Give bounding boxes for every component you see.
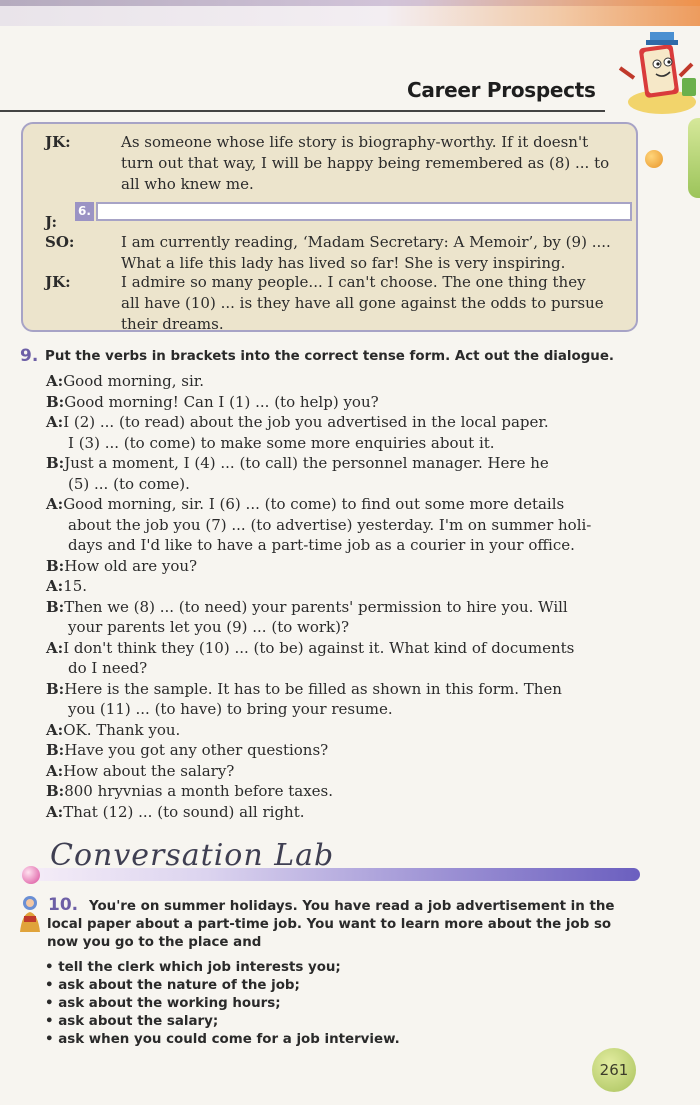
bullet-item [45, 977, 300, 995]
dialogue-text [121, 132, 631, 195]
dialogue-line [68, 515, 591, 535]
answer-input-field[interactable] [96, 202, 632, 221]
speaker-label: B: [46, 782, 65, 800]
bullet-dot-icon: • [45, 960, 59, 975]
speaker-label: A: [46, 577, 64, 595]
text-line: I admire so many people... I can't choose. The one thing they [121, 273, 586, 291]
line-text: Good morning! Can I (1) ... (to help) you? [64, 392, 379, 411]
line-text: Just a moment, I (4) ... (to call) the personnel manager. Here he [64, 454, 549, 472]
section-title: Conversation Lab [50, 838, 335, 873]
exercise-instruction: Put the verbs in brackets into the correct tense form. Act out the dialogue. [45, 349, 615, 364]
line-text: days and I'd like to have a part-time job as a courier in your office. [68, 536, 575, 554]
dialogue-line [68, 535, 575, 555]
text-line: all who knew me. [121, 175, 254, 193]
line-text: That (12) ... (to sound) all right. [63, 802, 305, 821]
speaker-label: B: [46, 741, 65, 759]
banner-ball-icon [22, 866, 40, 884]
line-text: Have you got any other questions? [64, 741, 329, 759]
page-title: Career Prospects [407, 78, 596, 102]
line-text: (5) ... (to come). [68, 474, 190, 493]
top-decorative-band [0, 0, 700, 26]
line-text: about the job you (7) ... (to advertise) yesterday. I'm on summer holi- [68, 515, 592, 534]
bullet-item [45, 1031, 400, 1049]
dialogue-line [46, 556, 197, 576]
dialogue-line [46, 371, 204, 391]
text-line: I am currently reading, ‘Madam Secretary: A Memoir’, by (9) .... [121, 233, 611, 251]
speaker-label: B: [46, 679, 65, 698]
line-text: Then we (8) ... (to need) your parents' permission to hire you. Will [64, 597, 568, 616]
speaker-label: A: [46, 720, 64, 739]
header-divider [0, 110, 605, 112]
line-text: you (11) ... (to have) to bring your resume. [68, 700, 393, 718]
answer-number-badge: 6. [75, 202, 94, 221]
bullet-dot-icon: • [45, 996, 59, 1011]
line-text: OK. Thank you. [63, 720, 181, 739]
dialogue-line [46, 638, 574, 658]
page-number: 261 [592, 1048, 636, 1092]
dialogue-line [46, 494, 564, 514]
bullet-dot-icon: • [45, 1014, 59, 1029]
speaker-label: B: [46, 392, 65, 411]
dialogue-line [68, 699, 393, 719]
dialogue-text [121, 232, 631, 274]
exercise-instruction-line: local paper about a part-time job. You want to learn more about the job so [47, 917, 612, 932]
dialogue-line [46, 576, 87, 596]
dialogue-line [68, 474, 190, 494]
bullet-dot-icon: • [45, 978, 59, 993]
exercise-number: 10. [48, 895, 79, 915]
dialogue-line [46, 720, 180, 740]
top-stripe [0, 0, 700, 6]
speaker-figure-icon [16, 894, 44, 934]
line-text: Good morning, sir. I (6) ... (to come) to find out some more details [63, 495, 565, 513]
edge-tab [688, 118, 700, 198]
bullet-text: ask about the nature of the job; [58, 978, 300, 993]
text-line: all have (10) ... is they have all gone against the odds to pursue [121, 294, 604, 312]
dialogue-line [68, 617, 349, 637]
speaker-label: JK: [45, 273, 71, 291]
dialogue-line [46, 392, 379, 412]
line-text: 800 hryvnias a month before taxes. [64, 782, 333, 800]
exercise-instruction-line: now you go to the place and [47, 935, 262, 950]
speaker-label: A: [46, 372, 64, 390]
speaker-label: A: [46, 761, 64, 780]
dialogue-box [21, 122, 638, 332]
speaker-label: B: [46, 556, 65, 575]
bullet-dot-icon: • [45, 1032, 59, 1047]
dialogue-line [46, 802, 305, 822]
line-text: Here is the sample. It has to be filled as shown in this form. Then [64, 679, 562, 698]
book-mascot-icon [612, 18, 700, 118]
line-text: How about the salary? [63, 761, 235, 780]
speaker-label: JK: [45, 133, 71, 151]
speaker-label: J: [45, 213, 58, 231]
bullet-text: ask when you could come for a job interview. [58, 1032, 400, 1047]
line-text: I don't think they (10) ... (to be) against it. What kind of documents [63, 638, 575, 657]
dialogue-line [46, 679, 562, 699]
line-text: do I need? [68, 659, 148, 677]
dialogue-line [68, 658, 147, 678]
speaker-label: A: [46, 495, 64, 513]
dialogue-line [46, 453, 549, 473]
dialogue-line [68, 433, 495, 453]
speaker-label: SO: [45, 233, 75, 251]
text-line: As someone whose life story is biography-worthy. If it doesn't [121, 133, 589, 151]
text-line: their dreams. [121, 315, 224, 333]
dialogue-line [46, 740, 328, 760]
dialogue-text [121, 272, 631, 335]
line-text: I (3) ... (to come) to make some more enquiries about it. [68, 433, 495, 452]
line-text: Good morning, sir. [63, 372, 205, 390]
speaker-label: B: [46, 597, 65, 616]
dialogue-line [46, 761, 234, 781]
text-line: turn out that way, I will be happy being remembered as (8) ... to [121, 154, 610, 172]
line-text: 15. [63, 577, 88, 595]
dialogue-line [46, 412, 549, 432]
line-text: your parents let you (9) ... (to work)? [68, 618, 350, 636]
text-line: What a life this lady has lived so far! She is very inspiring. [121, 254, 566, 272]
line-text: I (2) ... (to read) about the job you advertised in the local paper. [63, 413, 549, 431]
dialogue-line [46, 781, 333, 801]
speaker-label: B: [46, 454, 65, 472]
speaker-label: A: [46, 638, 64, 657]
bullet-text: tell the clerk which job interests you; [58, 960, 341, 975]
exercise-number: 9. [20, 346, 39, 366]
speaker-label: A: [46, 802, 64, 821]
bullet-item [45, 995, 281, 1013]
decorative-dot [645, 150, 663, 168]
exercise-instruction-line: You're on summer holidays. You have read a job advertisement in the [89, 899, 615, 914]
speaker-label: A: [46, 413, 64, 431]
bullet-text: ask about the salary; [58, 1014, 219, 1029]
line-text: How old are you? [64, 556, 198, 575]
dialogue-line [46, 597, 568, 617]
bullet-item [45, 959, 341, 977]
bullet-item [45, 1013, 218, 1031]
bullet-text: ask about the working hours; [58, 996, 281, 1011]
